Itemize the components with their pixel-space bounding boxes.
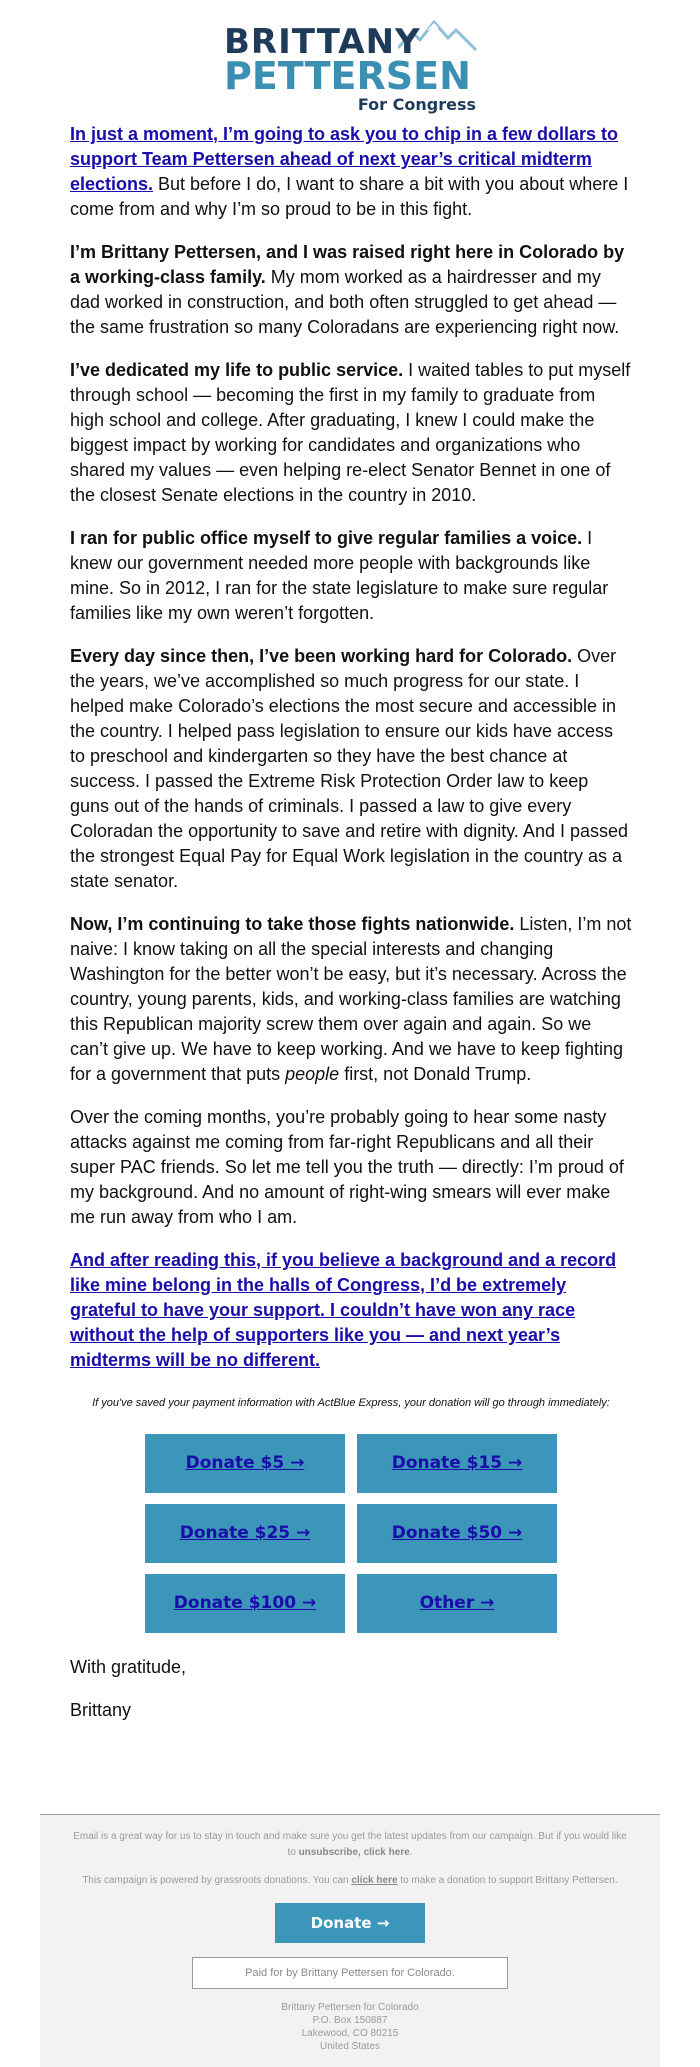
email-body xyxy=(70,122,632,1741)
logo-last-name: PETTERSEN xyxy=(224,54,471,98)
footer-grassroots-note: This campaign is powered by grassroots donations. You can click here to make a donation to support Brittany Pettersen. xyxy=(82,1875,618,1886)
campaign-logo xyxy=(220,18,480,114)
donate-15-button[interactable]: Donate $15 → xyxy=(357,1434,557,1493)
donate-button-grid xyxy=(70,1434,632,1633)
closing-line: With gratitude, xyxy=(70,1657,187,1677)
mailing-address: Brittany Pettersen for Colorado P.O. Box 150887 Lakewood, CO 80215 United States xyxy=(281,2002,419,2052)
paragraph-colorado-record: Every day since then, I’ve been working hard for Colorado. Over the years, we’ve accomplished so much progress for our state. I helped make Colorado’s elections the most secure and accessible in the country. I helped pass legislation to ensure our kids have access to preschool and kindergarten so they have the best chance at success. I passed the Extreme Risk Protection Order law to keep guns out of the hands of criminals. I passed a law to give every Coloradan the opportunity to save and retire with dignity. And I passed the strongest Equal Pay for Equal Work legislation in the country as a state senator. xyxy=(70,646,629,891)
paragraph-ask xyxy=(70,1248,632,1373)
paragraph-attacks: Over the coming months, you’re probably going to hear some nasty attacks against me coming from far-right Republicans and all their super PAC friends. So let me tell you the truth — directly: I’m proud of my background. And no amount of right-wing smears will ever make me run away from who I am. xyxy=(70,1107,624,1227)
paragraph-public-service: I’ve dedicated my life to public service. I waited tables to put myself through school — becoming the first in my family to graduate from high school and college. After graduating, I knew I could make the biggest impact by working for candidates and organizations who shared my values — even helping re-elect Senator Bennet in one of the closest Senate elections in the country in 2010. xyxy=(70,360,631,505)
donate-25-button[interactable]: Donate $25 → xyxy=(145,1504,345,1563)
chip-in-link[interactable]: In just a moment, I’m going to ask you to chip in a few dollars to support Team Pettersen ahead of next year’s critical midterm elections. xyxy=(70,124,619,194)
paragraph-ran-for-office: I ran for public office myself to give regular families a voice. I knew our government needed more people with backgrounds like mine. So in 2012, I ran for the state legislature to make sure regular families like my own weren’t forgotten. xyxy=(70,528,609,623)
footer-donate-button[interactable]: Donate → xyxy=(275,1903,425,1943)
donate-50-button[interactable]: Donate $50 → xyxy=(357,1504,557,1563)
paragraph-nationwide: Now, I’m continuing to take those fights nationwide. Listen, I’m not naive: I know taking on all the special interests and changing Washington for the better won’t be easy, but it’s necessary. Across the country, young parents, kids, and working-class families are watching this Republican majority screw them over again and again. So we can’t give up. We have to keep working. And we have to keep fighting for a government that puts people first, not Donald Trump. xyxy=(70,914,632,1084)
actblue-express-note: If you've saved your payment information with ActBlue Express, your donation will go through immediately: xyxy=(92,1397,610,1409)
signature-name: Brittany xyxy=(70,1700,132,1720)
paragraph-background: I’m Brittany Pettersen, and I was raised right here in Colorado by a working-class family. My mom worked as a hairdresser and my dad worked in construction, and both often struggled to get ahead — the same frustration so many Coloradans are experiencing right now. xyxy=(70,242,625,337)
footer-email-note: Email is a great way for us to stay in touch and make sure you get the latest updates from our campaign. But if you would like to unsubscribe, click here. xyxy=(73,1831,627,1858)
logo-first-name: BRITTANY xyxy=(224,22,421,62)
donate-5-button[interactable]: Donate $5 → xyxy=(145,1434,345,1493)
donate-100-button[interactable]: Donate $100 → xyxy=(145,1574,345,1633)
donate-other-button[interactable]: Other → xyxy=(357,1574,557,1633)
footer-click-here-link[interactable]: click here xyxy=(351,1875,398,1886)
logo-tagline: For Congress xyxy=(357,95,476,114)
unsubscribe-link[interactable]: unsubscribe, click here xyxy=(298,1847,410,1858)
support-link[interactable]: And after reading this, if you believe a background and a record like mine belong in the halls of Congress, I’d be extremely grateful to have your support. I couldn’t have won any race without the help of supporters like you — and next year’s midterms will be no different. xyxy=(70,1250,617,1370)
paragraph-intro: In just a moment, I’m going to ask you to chip in a few dollars to support Team Pettersen ahead of next year’s critical midterm elections. But before I do, I want to share a bit with you about where I come from and why I’m so proud to be in this fight. xyxy=(70,124,629,219)
email-footer xyxy=(40,1814,660,2067)
paid-for-disclaimer: Paid for by Brittany Pettersen for Colorado. xyxy=(192,1957,508,1989)
